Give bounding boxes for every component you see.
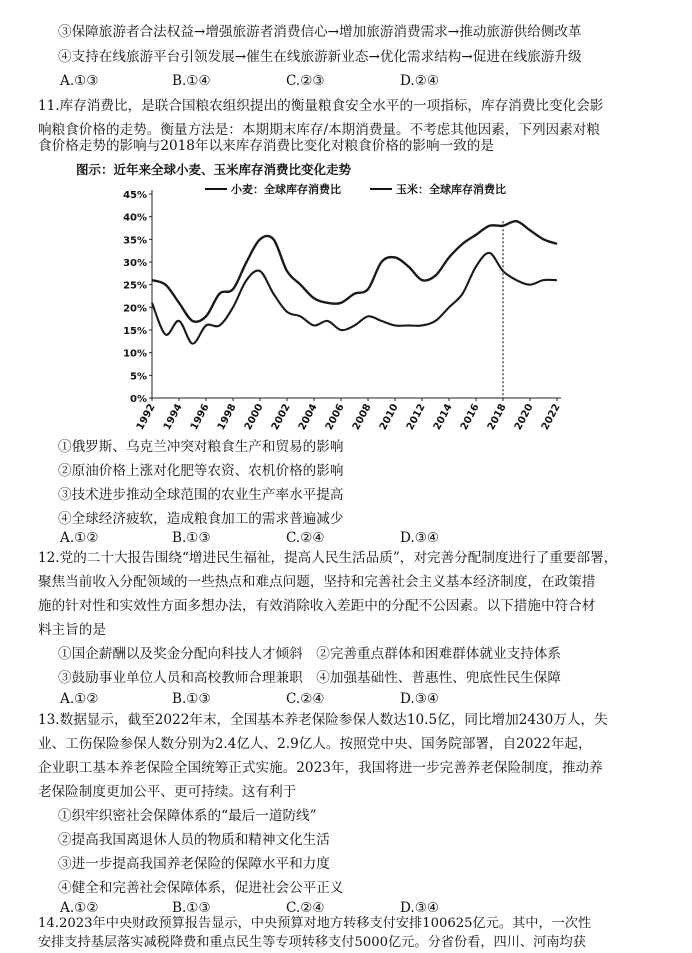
option-a: A.①③ [60, 73, 99, 89]
x-tick-label: 1996 [188, 402, 212, 432]
q12-stem-line4: 料主旨的是 [38, 622, 106, 638]
q11-stem-line3: 食价格走势的影响与2018年以来库存消费比变化对粮食价格的影响一致的是 [38, 138, 494, 154]
q11-item-2: ②原油价格上涨对化肥等农资、农机价格的影响 [58, 463, 344, 479]
q13-item-4: ④健全和完善社会保障体系，促进社会公平正义 [58, 880, 344, 896]
q11-item-4: ④全球经济疲软，造成粮食加工的需求普遍减少 [58, 511, 344, 527]
x-tick-label: 1998 [215, 402, 239, 432]
y-tick-label: 25% [123, 280, 147, 292]
q12-items-row2: ③鼓励事业单位人员和高校教师合理兼职 ④加强基础性、普惠性、兜底性民生保障 [58, 670, 561, 686]
x-tick-label: 1994 [161, 402, 185, 432]
chart-plot [152, 221, 557, 398]
y-tick-label: 5% [130, 371, 147, 383]
q12-stem-line1: 12.党的二十大报告围绕“增进民生福祉，提高人民生活品质”，对完善分配制度进行了重要部署， [38, 550, 618, 566]
q10-item-4: ④支持在线旅游平台引领发展→催生在线旅游新业态→优化需求结构→促进在线旅游升级 [58, 49, 582, 65]
q13-item-2: ②提高我国离退休人员的物质和精神文化生活 [58, 832, 330, 848]
q10-options [60, 71, 660, 91]
option-c: C.②③ [286, 73, 325, 89]
chart-legend [205, 182, 506, 196]
x-tick-label: 2018 [485, 402, 509, 432]
option-b: B.①③ [172, 691, 211, 707]
x-tick-label: 2004 [296, 402, 320, 432]
q14-stem-line1: 14.2023年中央财政预算报告显示，中央预算对地方转移支付安排100625亿元。其中，一次性 [38, 916, 592, 931]
q14-stem-line2: 安排支持基层落实减税降费和重点民生等专项转移支付5000亿元。分省份看，四川、河南均获 [38, 935, 586, 950]
x-tick-label: 2010 [377, 402, 401, 432]
option-b: B.①③ [172, 900, 211, 916]
y-tick-label: 15% [123, 326, 147, 337]
q13-stem-line1: 13.数据显示，截至2022年末，全国基本养老保险参保人数达10.5亿，同比增加2430万人，失 [38, 712, 608, 728]
series-wheat-line [152, 221, 557, 322]
option-d: D.③④ [400, 530, 440, 546]
q11-item-1: ①俄罗斯、乌克兰冲突对粮食生产和贸易的影响 [58, 439, 344, 455]
chart-title: 图示：近年来全球小麦、玉米库存消费比变化走势 [76, 162, 352, 177]
option-c: C.②④ [286, 530, 325, 546]
option-c: C.②④ [286, 900, 325, 916]
y-tick-label: 35% [123, 235, 147, 247]
x-tick-label: 2002 [269, 402, 293, 432]
y-tick-label: 10% [123, 348, 147, 360]
q12-options [60, 689, 660, 709]
option-b: B.①④ [172, 73, 211, 89]
x-tick-label: 2022 [539, 402, 563, 432]
y-tick-label: 45% [123, 190, 147, 201]
x-tick-label: 2012 [404, 402, 428, 432]
q11-stem-line2: 响粮食价格的走势。衡量方法是：本期期末库存/本期消费量。不考虑其他因素，下列因素对粮 [38, 122, 600, 138]
q12-stem-line2: 聚焦当前收入分配领域的一些热点和难点问题，坚持和完善社会主义基本经济制度，在政策措 [38, 574, 596, 590]
option-b: B.①③ [172, 530, 211, 546]
x-tick-label: 2006 [323, 402, 347, 432]
y-tick-label: 20% [123, 303, 147, 315]
q13-item-3: ③进一步提高我国养老保险的保障水平和力度 [58, 856, 330, 872]
q12-items-row1: ①国企薪酬以及奖金分配向科技人才倾斜 ②完善重点群体和困难群体就业支持体系 [58, 646, 561, 662]
x-tick-label: 2014 [431, 402, 455, 432]
q11-item-3: ③技术进步推动全球范围的农业生产率水平提高 [58, 487, 344, 503]
series-corn-line [152, 253, 557, 344]
x-tick-label: 2008 [350, 402, 374, 432]
legend-label: 小麦：全球库存消费比 [231, 183, 341, 196]
q11-stem-line1: 11.库存消费比，是联合国粮农组织提出的衡量粮食安全水平的一项指标，库存消费比变化会影 [38, 98, 604, 114]
option-a: A.①② [60, 691, 99, 707]
stock-consumption-chart [0, 176, 692, 436]
q13-stem-line2: 业、工伤保险参保人数分别为2.4亿人、2.9亿人。按照党中央、国务院部署，自2022年起， [38, 736, 592, 752]
option-a: A.①② [60, 900, 99, 916]
q11-options [60, 528, 660, 548]
option-d: D.③④ [400, 691, 440, 707]
x-tick-label: 2020 [512, 402, 536, 432]
legend-label: 玉米：全球库存消费比 [396, 183, 506, 196]
option-d: D.③④ [400, 900, 440, 916]
x-tick-label: 1992 [134, 402, 158, 432]
q12-stem-line3: 施的针对性和实效性方面多想办法，有效消除收入差距中的分配不公因素。以下措施中符合材 [38, 598, 596, 614]
q13-stem-line3: 企业职工基本养老保险全国统筹正式实施。2023年，我国将进一步完善养老保险制度，推动养 [38, 760, 603, 776]
option-a: A.①② [60, 530, 99, 546]
q13-item-1: ①织牢织密社会保障体系的“最后一道防线” [58, 808, 317, 824]
y-tick-label: 40% [123, 212, 147, 224]
x-tick-label: 2000 [242, 402, 266, 432]
q13-stem-line4: 老保险制度更加公平、更可持续。这有利于 [38, 784, 297, 800]
y-tick-label: 30% [123, 258, 147, 269]
x-tick-label: 2016 [458, 402, 482, 432]
q10-item-3: ③保障旅游者合法权益→增强旅游者消费信心→增加旅游消费需求→推动旅游供给侧改革 [58, 24, 582, 40]
y-tick-label: 0% [130, 394, 147, 405]
option-d: D.②④ [400, 73, 440, 89]
option-c: C.②④ [286, 691, 325, 707]
